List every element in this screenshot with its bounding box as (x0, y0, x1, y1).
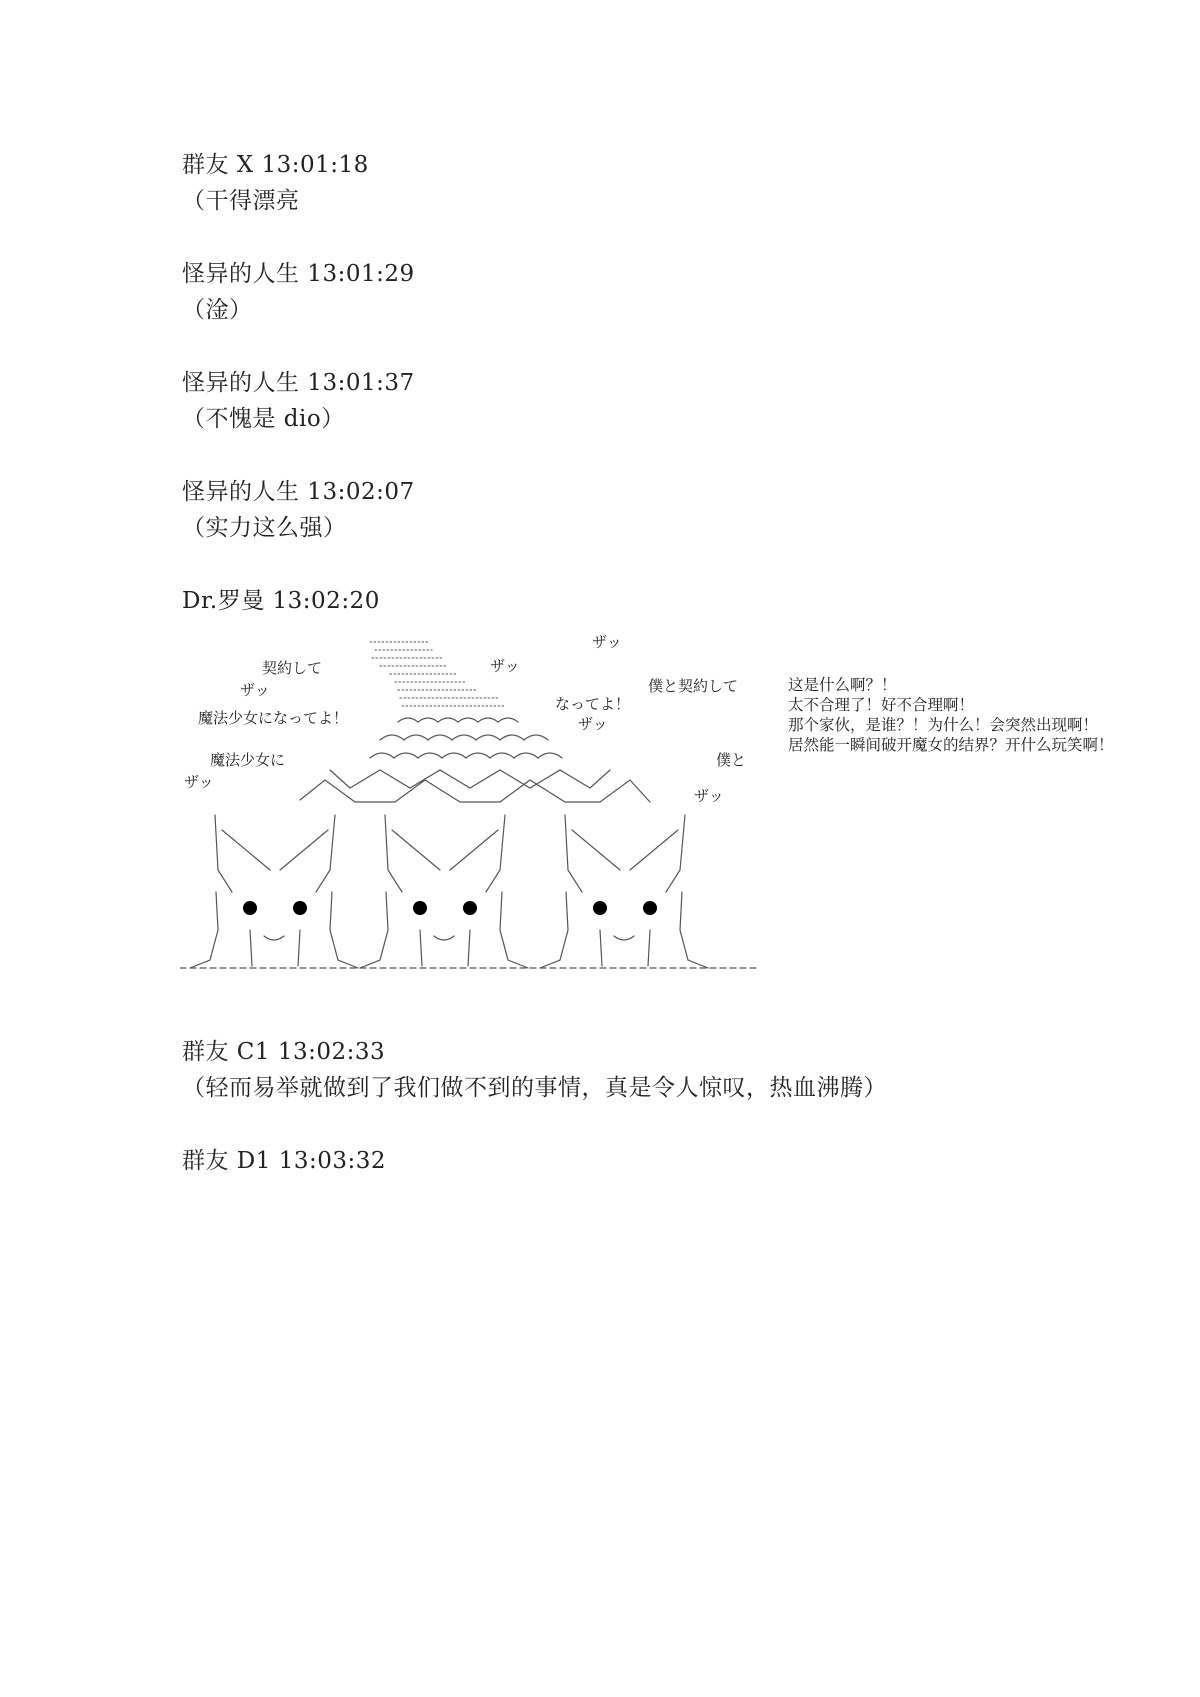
message-body: （干得漂亮 (182, 188, 300, 214)
message-header: Dr.罗曼 13:02:20 (182, 588, 380, 614)
label-zah: ザッ (694, 788, 724, 805)
eyes (243, 901, 657, 915)
side-comment-line: 这是什么啊？！ (788, 677, 897, 694)
label-zah: ザッ (592, 634, 622, 651)
message-body: （不愧是 dio） (182, 406, 345, 432)
label-boku-to: 僕と (716, 752, 747, 769)
message-header: 怪异的人生 13:01:37 (182, 370, 415, 396)
message-header: 群友 D1 13:03:32 (182, 1148, 386, 1174)
eye-dot (413, 901, 427, 915)
message-body: （实力这么强） (182, 515, 347, 541)
back-heads (330, 770, 610, 788)
message-body: （轻而易举就做到了我们做不到的事情，真是令人惊叹，热血沸腾） (182, 1075, 887, 1101)
label-zah: ザッ (240, 682, 270, 699)
message-header: 怪异的人生 13:02:07 (182, 479, 415, 505)
side-comment-line: 居然能一瞬间破开魔女的结界？开什么玩笑啊！ (788, 737, 1114, 754)
side-comment-line: 太不合理了！好不合理啊！ (788, 697, 975, 714)
label-boku-to-keiyaku: 僕と契約して (648, 678, 739, 695)
ascii-art-kyubey (180, 630, 760, 980)
eye-dot (243, 901, 257, 915)
label-keiyaku-shite: 契約して (262, 660, 323, 677)
message-header: 怪异的人生 13:01:29 (182, 261, 415, 287)
eye-dot (293, 901, 307, 915)
mid-heads (300, 780, 650, 802)
eye-dot (593, 901, 607, 915)
label-natteyo: なってよ！ (555, 696, 631, 713)
message-body: （淦） (182, 297, 253, 323)
wave-row-1 (398, 718, 518, 722)
wave-row-2 (380, 735, 548, 740)
label-zah: ザッ (184, 774, 214, 791)
kyubey-right (540, 815, 708, 968)
label-zah: ザッ (490, 658, 520, 675)
label-mahou-shoujo-natteyo: 魔法少女になってよ！ (198, 710, 349, 727)
crowd-dots (370, 642, 506, 706)
wave-row-3 (370, 753, 562, 758)
kyubey-center (360, 815, 528, 968)
message-header: 群友 C1 13:02:33 (182, 1039, 386, 1065)
message-header: 群友 X 13:01:18 (182, 152, 369, 178)
side-comment-line: 那个家伙，是谁？！为什么！会突然出现啊！ (788, 717, 1099, 734)
kyubey-left (190, 815, 358, 968)
side-comment (788, 676, 1114, 756)
label-zah: ザッ (578, 716, 608, 733)
label-mahou-shoujo-ni: 魔法少女に (210, 752, 286, 769)
eye-dot (643, 901, 657, 915)
eye-dot (463, 901, 477, 915)
